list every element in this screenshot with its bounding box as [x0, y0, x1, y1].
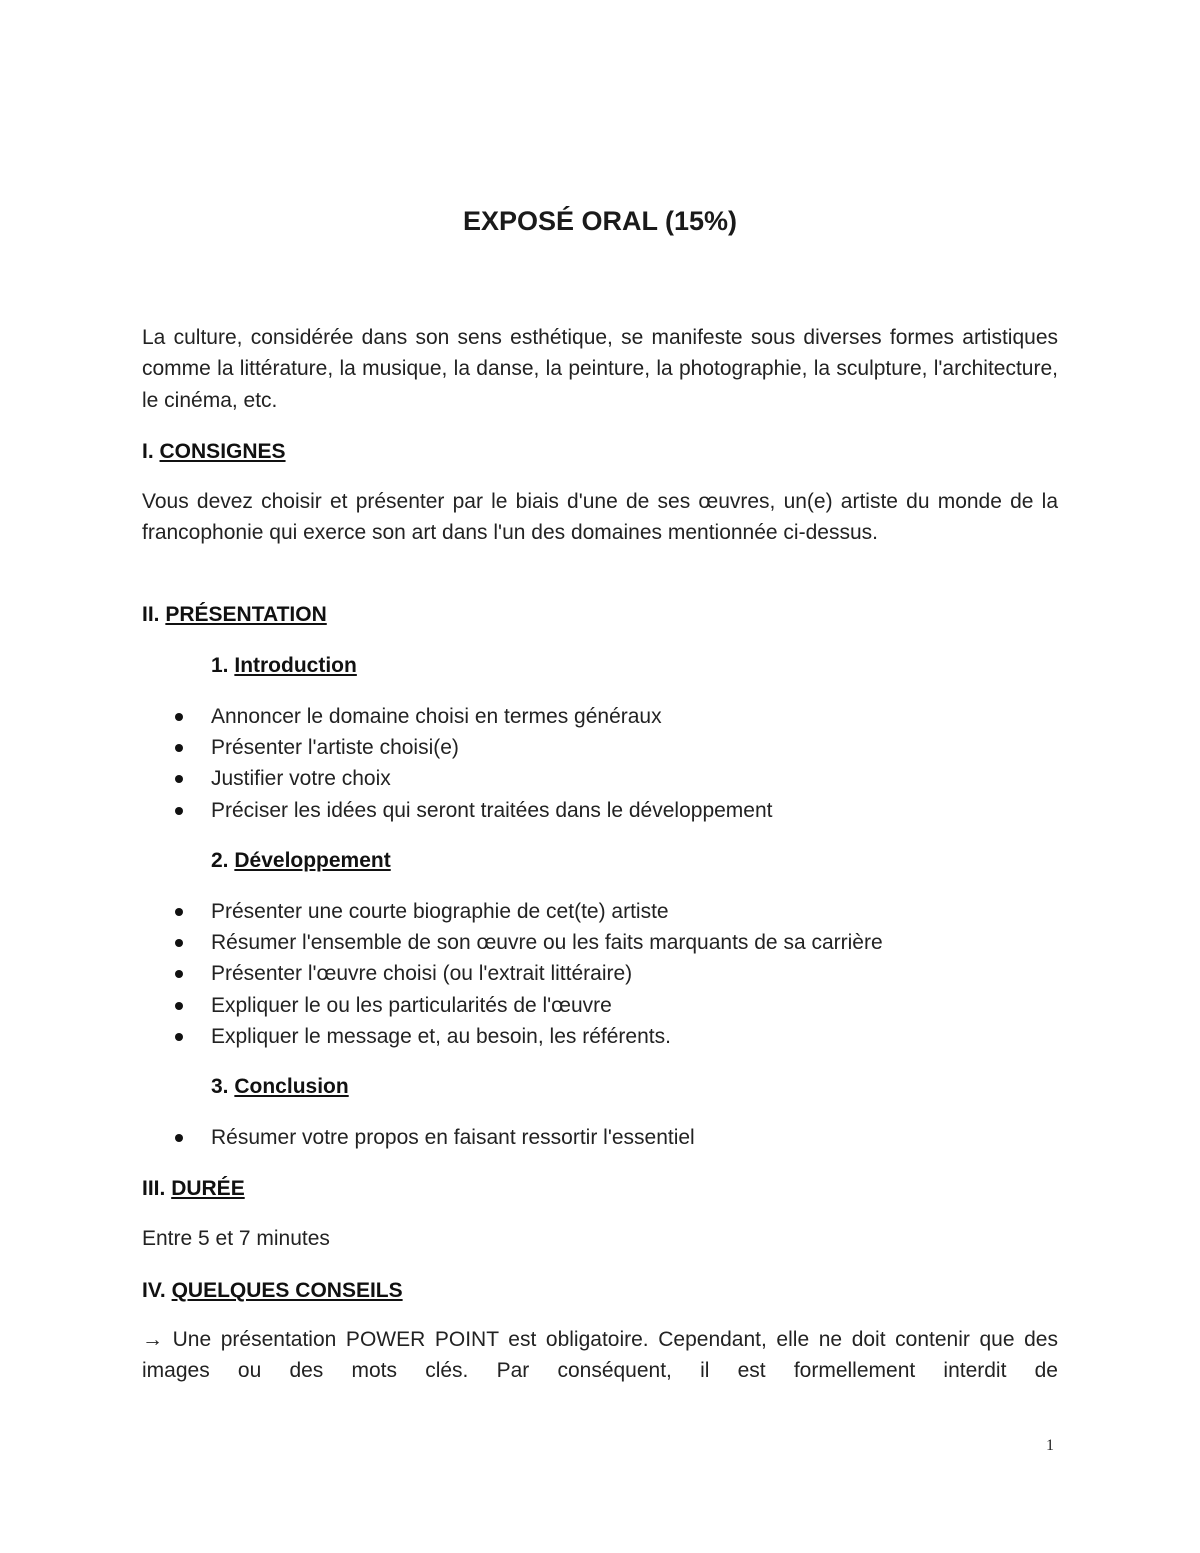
list-item: [142, 732, 1058, 763]
consignes-paragraph: Vous devez choisir et présenter par le biais d'une de ses œuvres, un(e) artiste du monde de la francophonie qui exerce son art dans l'un des domaines mentionnée ci-dessus.: [142, 490, 1058, 545]
bullet-icon: [175, 908, 183, 916]
section-number: II.: [142, 603, 160, 626]
subheading-number: 2.: [211, 849, 229, 872]
list-item-text: Présenter l'œuvre choisi (ou l'extrait littéraire): [211, 962, 633, 986]
section-number: III.: [142, 1177, 166, 1200]
bullet-icon: [175, 775, 183, 783]
list-item: [142, 1122, 1058, 1153]
bullet-icon: [175, 970, 183, 978]
bullet-icon: [175, 1033, 183, 1041]
section-number: I.: [142, 440, 154, 463]
list-item-text: Résumer l'ensemble de son œuvre ou les faits marquants de sa carrière: [211, 931, 883, 955]
list-item: [142, 990, 1058, 1021]
bullet-icon: [175, 807, 183, 815]
introduction-list: [142, 701, 1058, 826]
developpement-list: [142, 896, 1058, 1052]
list-item: [142, 795, 1058, 826]
list-item-text: Justifier votre choix: [211, 767, 391, 791]
section-label: DURÉE: [171, 1177, 245, 1200]
list-item: [142, 763, 1058, 794]
list-item: [142, 958, 1058, 989]
list-item-text: Annoncer le domaine choisi en termes généraux: [211, 705, 662, 728]
page-title: EXPOSÉ ORAL (15%): [462, 206, 738, 236]
list-item: [142, 896, 1058, 927]
bullet-icon: [175, 1002, 183, 1010]
list-item-text: Expliquer le message et, au besoin, les référents.: [211, 1024, 671, 1048]
conclusion-list: [142, 1122, 1058, 1153]
bullet-icon: [175, 1134, 183, 1142]
subheading-conclusion: [211, 1071, 349, 1102]
bullet-icon: [175, 939, 183, 947]
conseils-paragraph: → Une présentation POWER POINT est obligatoire. Cependant, elle ne doit contenir que des images ou des mots clés. Par conséquent, il est formellement interdit de: [142, 1328, 1058, 1383]
list-item-text: Résumer votre propos en faisant ressortir l'essentiel: [211, 1126, 695, 1149]
section-heading-duree: [142, 1173, 245, 1204]
list-item-text: Expliquer le ou les particularités de l'œuvre: [211, 993, 612, 1017]
duree-text: Entre 5 et 7 minutes: [142, 1227, 330, 1250]
section-number: IV.: [142, 1279, 166, 1302]
subheading-number: 1.: [211, 654, 229, 677]
list-item: [142, 1021, 1058, 1052]
page-number: 1: [1046, 1437, 1054, 1454]
subheading-label: Introduction: [234, 654, 357, 677]
section-label: PRÉSENTATION: [165, 603, 327, 626]
subheading-label: Conclusion: [234, 1075, 349, 1098]
list-item-text: Présenter une courte biographie de cet(te) artiste: [211, 900, 669, 923]
subheading-label: Développement: [234, 849, 391, 872]
list-item: [142, 927, 1058, 958]
subheading-number: 3.: [211, 1075, 229, 1098]
list-item-text: Présenter l'artiste choisi(e): [211, 736, 459, 760]
section-label: CONSIGNES: [159, 440, 286, 463]
bullet-icon: [175, 713, 183, 721]
section-heading-presentation: [142, 599, 327, 630]
bullet-icon: [175, 744, 183, 752]
section-label: QUELQUES CONSEILS: [171, 1279, 403, 1302]
list-item-text: Préciser les idées qui seront traitées dans le développement: [211, 798, 773, 822]
section-heading-conseils: [142, 1275, 403, 1306]
list-item: [142, 701, 1058, 732]
section-heading-consignes: [142, 436, 286, 467]
intro-paragraph: La culture, considérée dans son sens esthétique, se manifeste sous diverses formes artistiques comme la littérature, la musique, la danse, la peinture, la photographie, la sculpture, l'architecture, le cinéma, etc.: [142, 326, 1058, 412]
subheading-introduction: [211, 650, 357, 681]
subheading-developpement: [211, 845, 391, 876]
